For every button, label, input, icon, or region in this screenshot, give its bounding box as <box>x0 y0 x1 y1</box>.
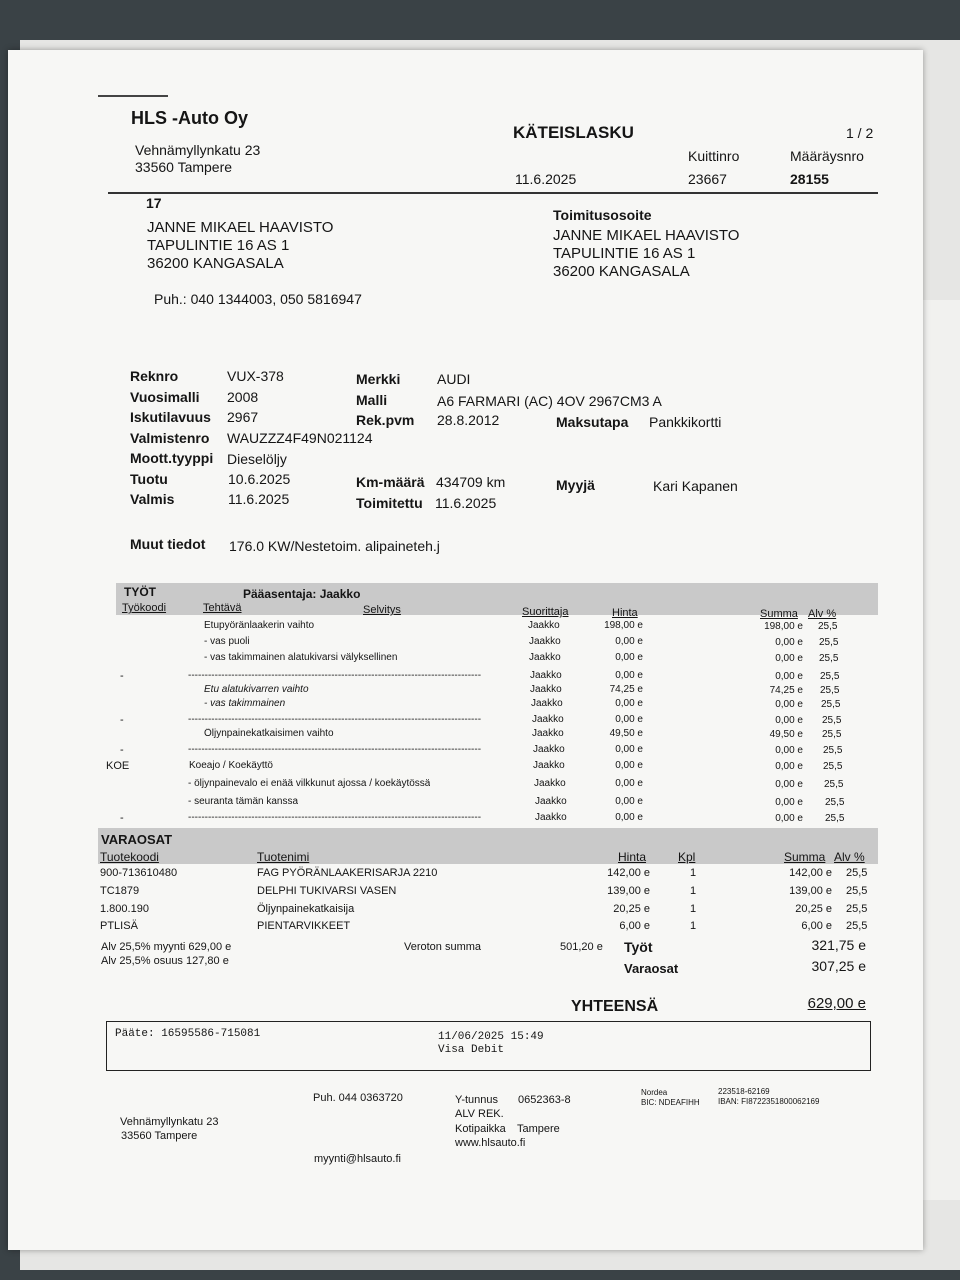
tuotu-value: 10.6.2025 <box>228 471 291 487</box>
work-row-task: ---------------------------------------------------------------------------------------- <box>188 744 482 755</box>
parts-row-sum: 6,00 e <box>801 920 832 932</box>
valmis-value: 11.6.2025 <box>228 491 290 507</box>
work-row-sum: 0,00 e <box>775 761 803 772</box>
work-row-price: 74,25 e <box>609 684 643 695</box>
work-row-vat: 25,5 <box>820 671 840 682</box>
footer-account: 223518-62169 <box>718 1087 770 1096</box>
work-row-price: 0,00 e <box>615 652 643 663</box>
delivery-street: TAPULINTIE 16 AS 1 <box>553 245 696 262</box>
work-row-performer: Jaakko <box>535 812 567 823</box>
work-row-sum: 0,00 e <box>775 653 803 664</box>
work-row-performer: Jaakko <box>535 796 567 807</box>
parts-row-qty: 1 <box>690 867 697 879</box>
footer-street: Vehnämyllynkatu 23 <box>120 1116 219 1128</box>
work-row-price: 0,00 e <box>615 636 643 647</box>
customer-street: TAPULINTIE 16 AS 1 <box>147 237 290 254</box>
order-label: Määräysnro <box>790 148 864 164</box>
customer-phone: Puh.: 040 1344003, 050 5816947 <box>154 291 362 307</box>
footer-ytunnus: 0652363-8 <box>518 1094 571 1106</box>
work-row-price: 0,00 e <box>615 778 643 789</box>
document-title: KÄTEISLASKU <box>513 123 634 142</box>
parts-row-vat: 25,5 <box>846 885 868 897</box>
myyja-label: Myyjä <box>556 477 595 493</box>
parts-header-price: Hinta <box>618 850 647 864</box>
myyja-value: Kari Kapanen <box>653 478 738 494</box>
footer-bic: BIC: NDEAFIHH <box>641 1098 700 1107</box>
veroton-value: 501,20 e <box>560 941 603 953</box>
parts-row-qty: 1 <box>690 903 697 915</box>
work-row-task: Koeajo / Koekäyttö <box>189 760 273 771</box>
terminal-id: Pääte: 16595586-715081 <box>115 1028 261 1040</box>
parts-row-vat: 25,5 <box>846 903 868 915</box>
valmistenro-value: WAUZZZ4F49N021124 <box>227 430 373 446</box>
footer-phone: Puh. 044 0363720 <box>313 1092 403 1104</box>
footer-email: myynti@hlsauto.fi <box>314 1153 401 1165</box>
work-row-sum: 0,00 e <box>775 779 803 790</box>
customer-number: 17 <box>146 195 162 211</box>
reknro-value: VUX-378 <box>227 368 284 384</box>
work-row-performer: Jaakko <box>531 698 563 709</box>
work-row-sum: 0,00 e <box>775 699 803 710</box>
footer-city: 33560 Tampere <box>121 1130 198 1142</box>
work-row-vat: 25,5 <box>821 699 841 710</box>
work-header-performer: Suorittaja <box>522 606 569 618</box>
company-city: 33560 Tampere <box>135 159 233 175</box>
work-row-price: 0,00 e <box>615 698 643 709</box>
muut-label: Muut tiedot <box>130 536 206 552</box>
footer-bank: Nordea <box>641 1088 668 1097</box>
page-number: 1 / 2 <box>846 125 874 141</box>
receipt-number: 23667 <box>688 171 727 187</box>
terminal-card: Visa Debit <box>438 1044 505 1056</box>
parts-row-sum: 142,00 e <box>789 867 832 879</box>
work-row-code: - <box>120 744 124 756</box>
work-row-performer: Jaakko <box>533 744 565 755</box>
company-street: Vehnämyllynkatu 23 <box>135 142 261 158</box>
work-header-code: Työkoodi <box>122 602 167 614</box>
varaosat-label: Varaosat <box>624 961 679 976</box>
footer-alv: ALV REK. <box>455 1108 504 1120</box>
order-number: 28155 <box>790 171 829 187</box>
work-header-price: Hinta <box>612 607 638 619</box>
parts-row-qty: 1 <box>690 920 697 932</box>
delivery-label: Toimitusosoite <box>553 207 652 223</box>
work-row-code: - <box>120 670 124 682</box>
work-row-task: ---------------------------------------------------------------------------------------- <box>188 812 482 823</box>
parts-row-name: FAG PYÖRÄNLAAKERISARJA 2210 <box>257 867 438 879</box>
work-row-vat: 25,5 <box>823 745 843 756</box>
parts-row-name: DELPHI TUKIVARSI VASEN <box>257 885 397 897</box>
work-row-performer: Jaakko <box>532 728 564 739</box>
delivery-name: JANNE MIKAEL HAAVISTO <box>553 227 740 244</box>
work-row-vat: 25,5 <box>822 729 842 740</box>
vuosimalli-value: 2008 <box>227 389 259 405</box>
work-row-vat: 25,5 <box>819 653 839 664</box>
footer-ytunnus-label: Y-tunnus <box>455 1094 499 1106</box>
work-row-vat: 25,5 <box>824 779 844 790</box>
parts-title: VARAOSAT <box>101 832 173 847</box>
parts-header-vat: Alv % <box>834 850 865 864</box>
work-header-desc: Selvitys <box>363 604 401 616</box>
parts-row-vat: 25,5 <box>846 867 868 879</box>
parts-row-sum: 139,00 e <box>789 885 832 897</box>
varaosat-value: 307,25 e <box>811 958 866 974</box>
work-row-sum: 49,50 e <box>769 729 803 740</box>
work-row-code: - <box>120 812 124 824</box>
work-mechanic: Pääasentaja: Jaakko <box>243 587 361 601</box>
work-row-task: ---------------------------------------------------------------------------------------- <box>188 670 482 681</box>
work-header-task: Tehtävä <box>203 602 242 614</box>
work-row-vat: 25,5 <box>818 621 838 632</box>
parts-row-price: 139,00 e <box>607 885 650 897</box>
work-row-task: - vas puoli <box>204 636 250 647</box>
work-row-sum: 0,00 e <box>775 813 803 824</box>
work-row-performer: Jaakko <box>529 636 561 647</box>
veroton-label: Veroton summa <box>404 941 482 953</box>
malli-label: Malli <box>356 392 388 408</box>
terminal-datetime: 11/06/2025 15:49 <box>438 1031 544 1043</box>
total-label: YHTEENSÄ <box>571 998 659 1015</box>
malli-value: A6 FARMARI (AC) 4OV 2967CM3 A <box>437 393 662 409</box>
parts-row-code: 900-713610480 <box>100 867 178 879</box>
work-row-task: - vas takimmainen <box>204 698 286 709</box>
footer-kotipaikka-label: Kotipaikka <box>455 1123 506 1135</box>
work-row-performer: Jaakko <box>534 778 566 789</box>
merkki-label: Merkki <box>356 371 401 387</box>
work-row-sum: 0,00 e <box>775 745 803 756</box>
reknro-label: Reknro <box>130 368 179 384</box>
parts-row-name: Öljynpainekatkaisija <box>257 903 355 915</box>
work-row-performer: Jaakko <box>528 620 560 631</box>
work-row-vat: 25,5 <box>825 813 845 824</box>
work-row-task: Öljynpainekatkaisimen vaihto <box>204 728 334 739</box>
footer-web: www.hlsauto.fi <box>455 1137 526 1149</box>
parts-header-qty: Kpl <box>678 850 696 864</box>
maksutapa-value: Pankkikortti <box>649 414 722 430</box>
work-row-vat: 25,5 <box>825 797 845 808</box>
parts-header-code: Tuotekoodi <box>100 850 159 864</box>
parts-row-code: 1.800.190 <box>100 903 149 915</box>
parts-row-vat: 25,5 <box>846 920 868 932</box>
work-header-vat: Alv % <box>808 608 837 620</box>
vuosimalli-label: Vuosimalli <box>130 389 200 405</box>
parts-row-price: 20,25 e <box>613 903 650 915</box>
work-row-sum: 0,00 e <box>775 715 803 726</box>
valmis-label: Valmis <box>130 491 175 507</box>
work-row-task: ---------------------------------------------------------------------------------------- <box>188 714 482 725</box>
toimitettu-label: Toimitettu <box>356 495 423 511</box>
toimitettu-value: 11.6.2025 <box>435 495 497 511</box>
work-row-task: - seuranta tämän kanssa <box>188 796 299 807</box>
muut-value: 176.0 KW/Nestetoim. alipaineteh.j <box>229 538 440 554</box>
header-divider <box>108 192 878 194</box>
parts-row-code: TC1879 <box>100 885 140 897</box>
invoice-paper <box>8 50 923 1250</box>
work-row-performer: Jaakko <box>532 714 564 725</box>
tyot-label: Työt <box>624 939 653 955</box>
iskutilavuus-value: 2967 <box>227 409 259 425</box>
work-row-price: 0,00 e <box>615 670 643 681</box>
work-row-vat: 25,5 <box>823 761 843 772</box>
work-header-sum: Summa <box>760 608 798 620</box>
delivery-city: 36200 KANGASALA <box>553 263 690 280</box>
work-row-sum: 74,25 e <box>769 685 803 696</box>
alv-sales: Alv 25,5% myynti 629,00 e <box>101 941 232 953</box>
parts-row-name: PIENTARVIKKEET <box>257 920 351 932</box>
valmistenro-label: Valmistenro <box>130 430 210 446</box>
work-row-price: 0,00 e <box>615 796 643 807</box>
work-row-task: - vas takimmainen alatukivarsi välyksellinen <box>204 652 398 663</box>
work-row-task: Etu alatukivarren vaihto <box>204 684 309 695</box>
work-row-vat: 25,5 <box>820 685 840 696</box>
footer-kotipaikka: Tampere <box>517 1123 560 1135</box>
customer-name: JANNE MIKAEL HAAVISTO <box>147 219 334 236</box>
km-value: 434709 km <box>436 474 506 490</box>
km-label: Km-määrä <box>356 474 425 490</box>
work-row-sum: 198,00 e <box>764 621 803 632</box>
parts-header-sum: Summa <box>784 850 826 864</box>
invoice-date: 11.6.2025 <box>515 171 577 187</box>
rekpvm-value: 28.8.2012 <box>437 412 500 428</box>
iskutilavuus-label: Iskutilavuus <box>130 409 211 425</box>
work-row-vat: 25,5 <box>822 715 842 726</box>
work-row-sum: 0,00 e <box>775 797 803 808</box>
alv-share: Alv 25,5% osuus 127,80 e <box>101 955 229 967</box>
work-title: TYÖT <box>124 585 156 599</box>
work-row-performer: Jaakko <box>530 684 562 695</box>
work-row-price: 0,00 e <box>615 760 643 771</box>
work-row-performer: Jaakko <box>533 760 565 771</box>
moott-value: Dieselöljy <box>227 451 287 467</box>
total-value: 629,00 e <box>807 995 866 1012</box>
work-row-code: - <box>120 714 124 726</box>
work-row-task: - öljynpainevalo ei enää vilkkunut ajossa / koekäytössä <box>188 778 431 789</box>
tuotu-label: Tuotu <box>130 471 168 487</box>
parts-row-price: 6,00 e <box>619 920 650 932</box>
work-row-price: 0,00 e <box>615 714 643 725</box>
parts-row-price: 142,00 e <box>607 867 650 879</box>
work-row-task: Etupyöränlaakerin vaihto <box>204 620 315 631</box>
parts-row-sum: 20,25 e <box>795 903 832 915</box>
work-row-price: 0,00 e <box>615 812 643 823</box>
parts-header-name: Tuotenimi <box>257 850 310 864</box>
company-name: HLS -Auto Oy <box>131 108 248 128</box>
rekpvm-label: Rek.pvm <box>356 412 415 428</box>
moott-label: Moott.tyyppi <box>130 450 214 466</box>
maksutapa-label: Maksutapa <box>556 414 629 430</box>
work-row-code: KOE <box>106 760 130 772</box>
work-row-price: 198,00 e <box>604 620 643 631</box>
work-row-price: 0,00 e <box>615 744 643 755</box>
merkki-value: AUDI <box>437 371 471 387</box>
tyot-value: 321,75 e <box>811 937 866 953</box>
work-row-vat: 25,5 <box>819 637 839 648</box>
footer-iban: IBAN: FI8722351800062169 <box>718 1097 820 1106</box>
work-row-sum: 0,00 e <box>775 637 803 648</box>
work-row-price: 49,50 e <box>609 728 643 739</box>
parts-row-qty: 1 <box>690 885 697 897</box>
parts-section-bar <box>98 828 878 864</box>
customer-city: 36200 KANGASALA <box>147 255 284 272</box>
work-row-sum: 0,00 e <box>775 671 803 682</box>
receipt-label: Kuittinro <box>688 148 740 164</box>
work-row-performer: Jaakko <box>529 652 561 663</box>
logo-line <box>98 95 168 97</box>
work-row-performer: Jaakko <box>530 670 562 681</box>
parts-row-code: PTLISÄ <box>100 920 138 932</box>
